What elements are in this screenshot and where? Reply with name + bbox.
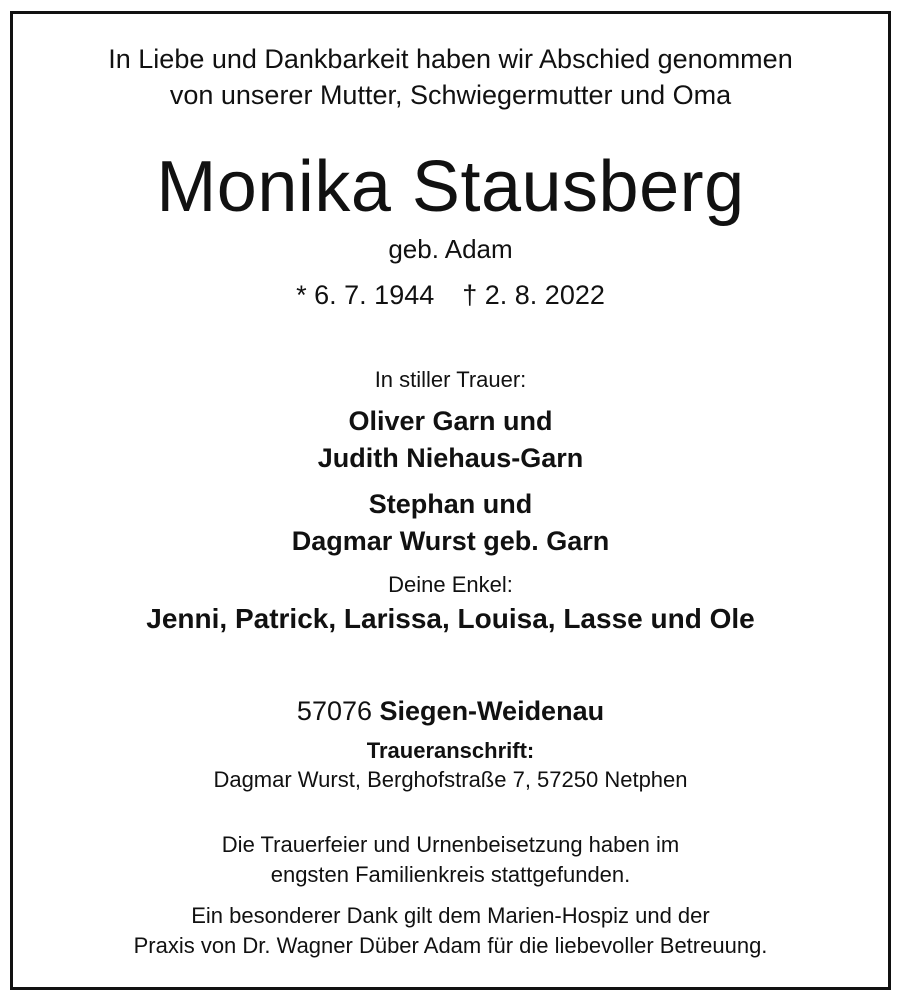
city-name: Siegen-Weidenau: [379, 696, 605, 726]
deceased-name: Monika Stausberg: [156, 147, 745, 227]
intro-line-1: In Liebe und Dankbarkeit haben wir Abschied genommen: [108, 44, 793, 74]
death-date: † 2. 8. 2022: [462, 280, 605, 310]
location: [0, 698, 901, 725]
family-2-line-1: Stephan und: [368, 489, 533, 519]
family-1-line-1: Oliver Garn und: [348, 406, 553, 436]
mourning-address: Dagmar Wurst, Berghofstraße 7, 57250 Netphen: [213, 767, 688, 792]
thanks-line-1: Ein besonderer Dank gilt dem Marien-Hospiz und der: [191, 903, 710, 928]
maiden-name: geb. Adam: [388, 234, 513, 264]
life-dates: [0, 282, 901, 309]
family-1-line-2: Judith Niehaus-Garn: [317, 443, 584, 473]
birth-date: * 6. 7. 1944: [296, 280, 435, 310]
mourning-label: In stiller Trauer:: [374, 367, 527, 392]
ceremony-line-1: Die Trauerfeier und Urnenbeisetzung haben im: [221, 832, 680, 857]
thanks-line-2: Praxis von Dr. Wagner Düber Adam für die liebevoller Betreuung.: [133, 933, 768, 958]
grandchildren-names: Jenni, Patrick, Larissa, Louisa, Lasse und Ole: [146, 603, 755, 634]
family-2-line-2: Dagmar Wurst geb. Garn: [291, 526, 610, 556]
ceremony-line-2: engsten Familienkreis stattgefunden.: [270, 862, 631, 887]
postal-code: 57076: [296, 696, 373, 726]
grandchildren-label: Deine Enkel:: [388, 572, 513, 597]
intro-line-2: von unserer Mutter, Schwiegermutter und Oma: [169, 80, 732, 110]
address-label: Traueranschrift:: [366, 738, 535, 763]
